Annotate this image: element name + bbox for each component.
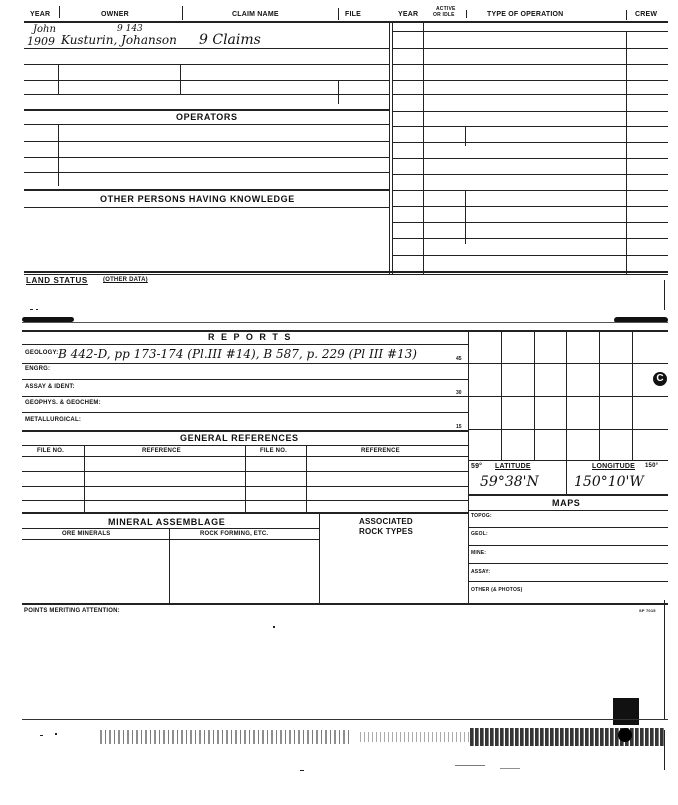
header-year: YEAR [30,11,51,18]
row-rule [24,109,389,111]
header-claim-name: CLAIM NAME [232,11,279,18]
file-no-header-1: FILE NO. [37,448,64,454]
longitude-value: 150°10'W [574,474,644,490]
header-active: ACTIVE [436,6,456,12]
row-rule [24,64,389,65]
maps-title: MAPS [552,498,581,508]
other-persons-title: OTHER PERSONS HAVING KNOWLEDGE [100,194,295,204]
row-divider [423,21,424,274]
row-divider [626,31,627,274]
row-rule [468,563,668,564]
header-divider [182,6,183,20]
grid-number: 45 [456,356,462,362]
entry-number: 9 143 [117,24,143,34]
row-divider [58,65,59,95]
row-rule [24,80,389,81]
reports-bottom-rule [22,603,668,605]
scan-speck [300,770,304,771]
header-divider [626,10,627,20]
margin-mark: C [653,372,667,386]
maps-assay: ASSAY: [471,569,491,575]
entry-claims: 9 Claims [199,32,261,48]
column-divider [389,21,390,274]
col-divider [566,460,567,495]
grid-line [468,363,668,364]
scan-noise [100,730,350,744]
maps-geol: GEOL: [471,531,488,537]
grid-line [468,460,668,461]
entry-year: 1909 [27,35,55,48]
longitude-degree: 150° [645,463,659,469]
form-code: SP 7015 [639,608,656,613]
grid-line [566,330,567,460]
row-rule [22,396,468,397]
row-rule [22,512,468,514]
margin-line [664,600,665,720]
grid-line [599,330,600,460]
associated-label: ASSOCIATED [359,517,413,526]
scan-speck [36,309,38,310]
row-rule [468,545,668,546]
header-rule [24,21,668,23]
col-divider [319,512,320,604]
row-rule [24,172,389,173]
maps-topog: TOPOG: [471,513,492,519]
points-meriting-attention-label: POINTS MERITING ATTENTION: [24,608,120,614]
land-status-subtitle: (OTHER DATA) [103,277,148,283]
header-type-of-operation: TYPE OF OPERATION [487,11,564,18]
scan-noise [470,728,665,746]
row-divider [180,65,181,95]
row-rule [468,494,668,496]
row-rule [24,207,389,208]
row-rule [468,510,668,511]
header-or-idle: OR IDLE [433,12,455,18]
general-references-title: GENERAL REFERENCES [180,433,299,443]
row-rule [468,581,668,582]
grid-line [534,330,535,460]
row-rule [22,471,468,472]
grid-line [501,330,502,460]
col-divider [245,445,246,513]
header-divider [59,6,60,18]
header-crew: CREW [635,11,658,18]
row-rule [22,430,468,432]
header-file: FILE [345,11,361,18]
latitude-value: 59°38'N [480,474,539,490]
row-rule [24,94,389,95]
row-divider [465,190,466,244]
file-no-header-2: FILE NO. [260,448,287,454]
row-rule [24,141,389,142]
column-divider [392,21,393,274]
scan-blot [618,728,632,742]
reference-header-1: REFERENCE [142,448,181,454]
margin-line [664,280,665,310]
scan-noise [360,732,470,742]
row-rule [22,363,468,364]
scan-speck [55,733,57,735]
header-owner: OWNER [101,11,129,18]
row-rule [24,189,389,191]
rock-types-label: ROCK TYPES [359,527,414,536]
row-rule [24,124,389,125]
grid-line [632,330,633,460]
row-rule [22,486,468,487]
page-edge [22,719,668,720]
grid-number: 30 [456,390,462,396]
row-rule [24,157,389,158]
operators-title: OPERATORS [176,112,238,122]
engrg-label: ENGRG: [25,366,51,372]
mineral-assemblage-title: MINERAL ASSEMBLAGE [108,517,226,527]
latitude-label: LATITUDE [495,463,531,470]
row-divider [58,124,59,186]
registration-square [613,698,639,725]
geology-text: B 442-D, pp 173-174 (Pl.III #14), B 587, p. 229 (Pl III #13) [58,347,417,361]
maps-mine: MINE: [471,550,487,556]
scan-speck [455,765,485,766]
row-rule [22,500,468,501]
rock-forming-header: ROCK FORMING, ETC. [200,531,269,537]
separator-rule [22,322,668,323]
entry-owner-first: John [33,24,56,35]
row-rule [22,344,468,345]
metallurgical-label: METALLURGICAL: [25,417,82,423]
header-divider [338,8,339,20]
col-divider [306,445,307,513]
entry-owner: Kusturin, Johanson [61,33,177,47]
grid-line [468,396,668,397]
assay-label: ASSAY & IDENT: [25,384,75,390]
grid-line [468,429,668,430]
row-rule [22,379,468,380]
scan-speck [40,735,43,736]
row-divider [465,126,466,146]
ore-minerals-header: ORE MINERALS [62,531,111,537]
header-year-2: YEAR [398,11,419,18]
land-status-title: LAND STATUS [26,276,88,285]
row-rule [22,412,468,413]
scan-speck [273,626,275,628]
row-rule [24,48,389,49]
row-rule [22,539,319,540]
row-rule [468,527,668,528]
row-divider [338,80,339,104]
reports-top-rule [22,330,668,332]
row-rule [22,528,319,529]
latitude-degree: 59° [471,463,483,470]
margin-line [664,730,665,770]
longitude-label: LONGITUDE [592,463,636,470]
scan-speck [500,768,520,769]
grid-number: 15 [456,424,462,430]
reference-header-2: REFERENCE [361,448,400,454]
header-divider [466,10,467,18]
maps-other: OTHER (& PHOTOS) [471,587,523,593]
scan-speck [30,309,33,310]
section-rule [24,274,668,275]
section-rule [24,271,668,273]
reports-title: R E P O R T S [208,332,293,342]
geology-label: GEOLOGY: [25,350,59,356]
geophys-label: GEOPHYS. & GEOCHEM: [25,400,101,406]
col-divider [84,445,85,513]
